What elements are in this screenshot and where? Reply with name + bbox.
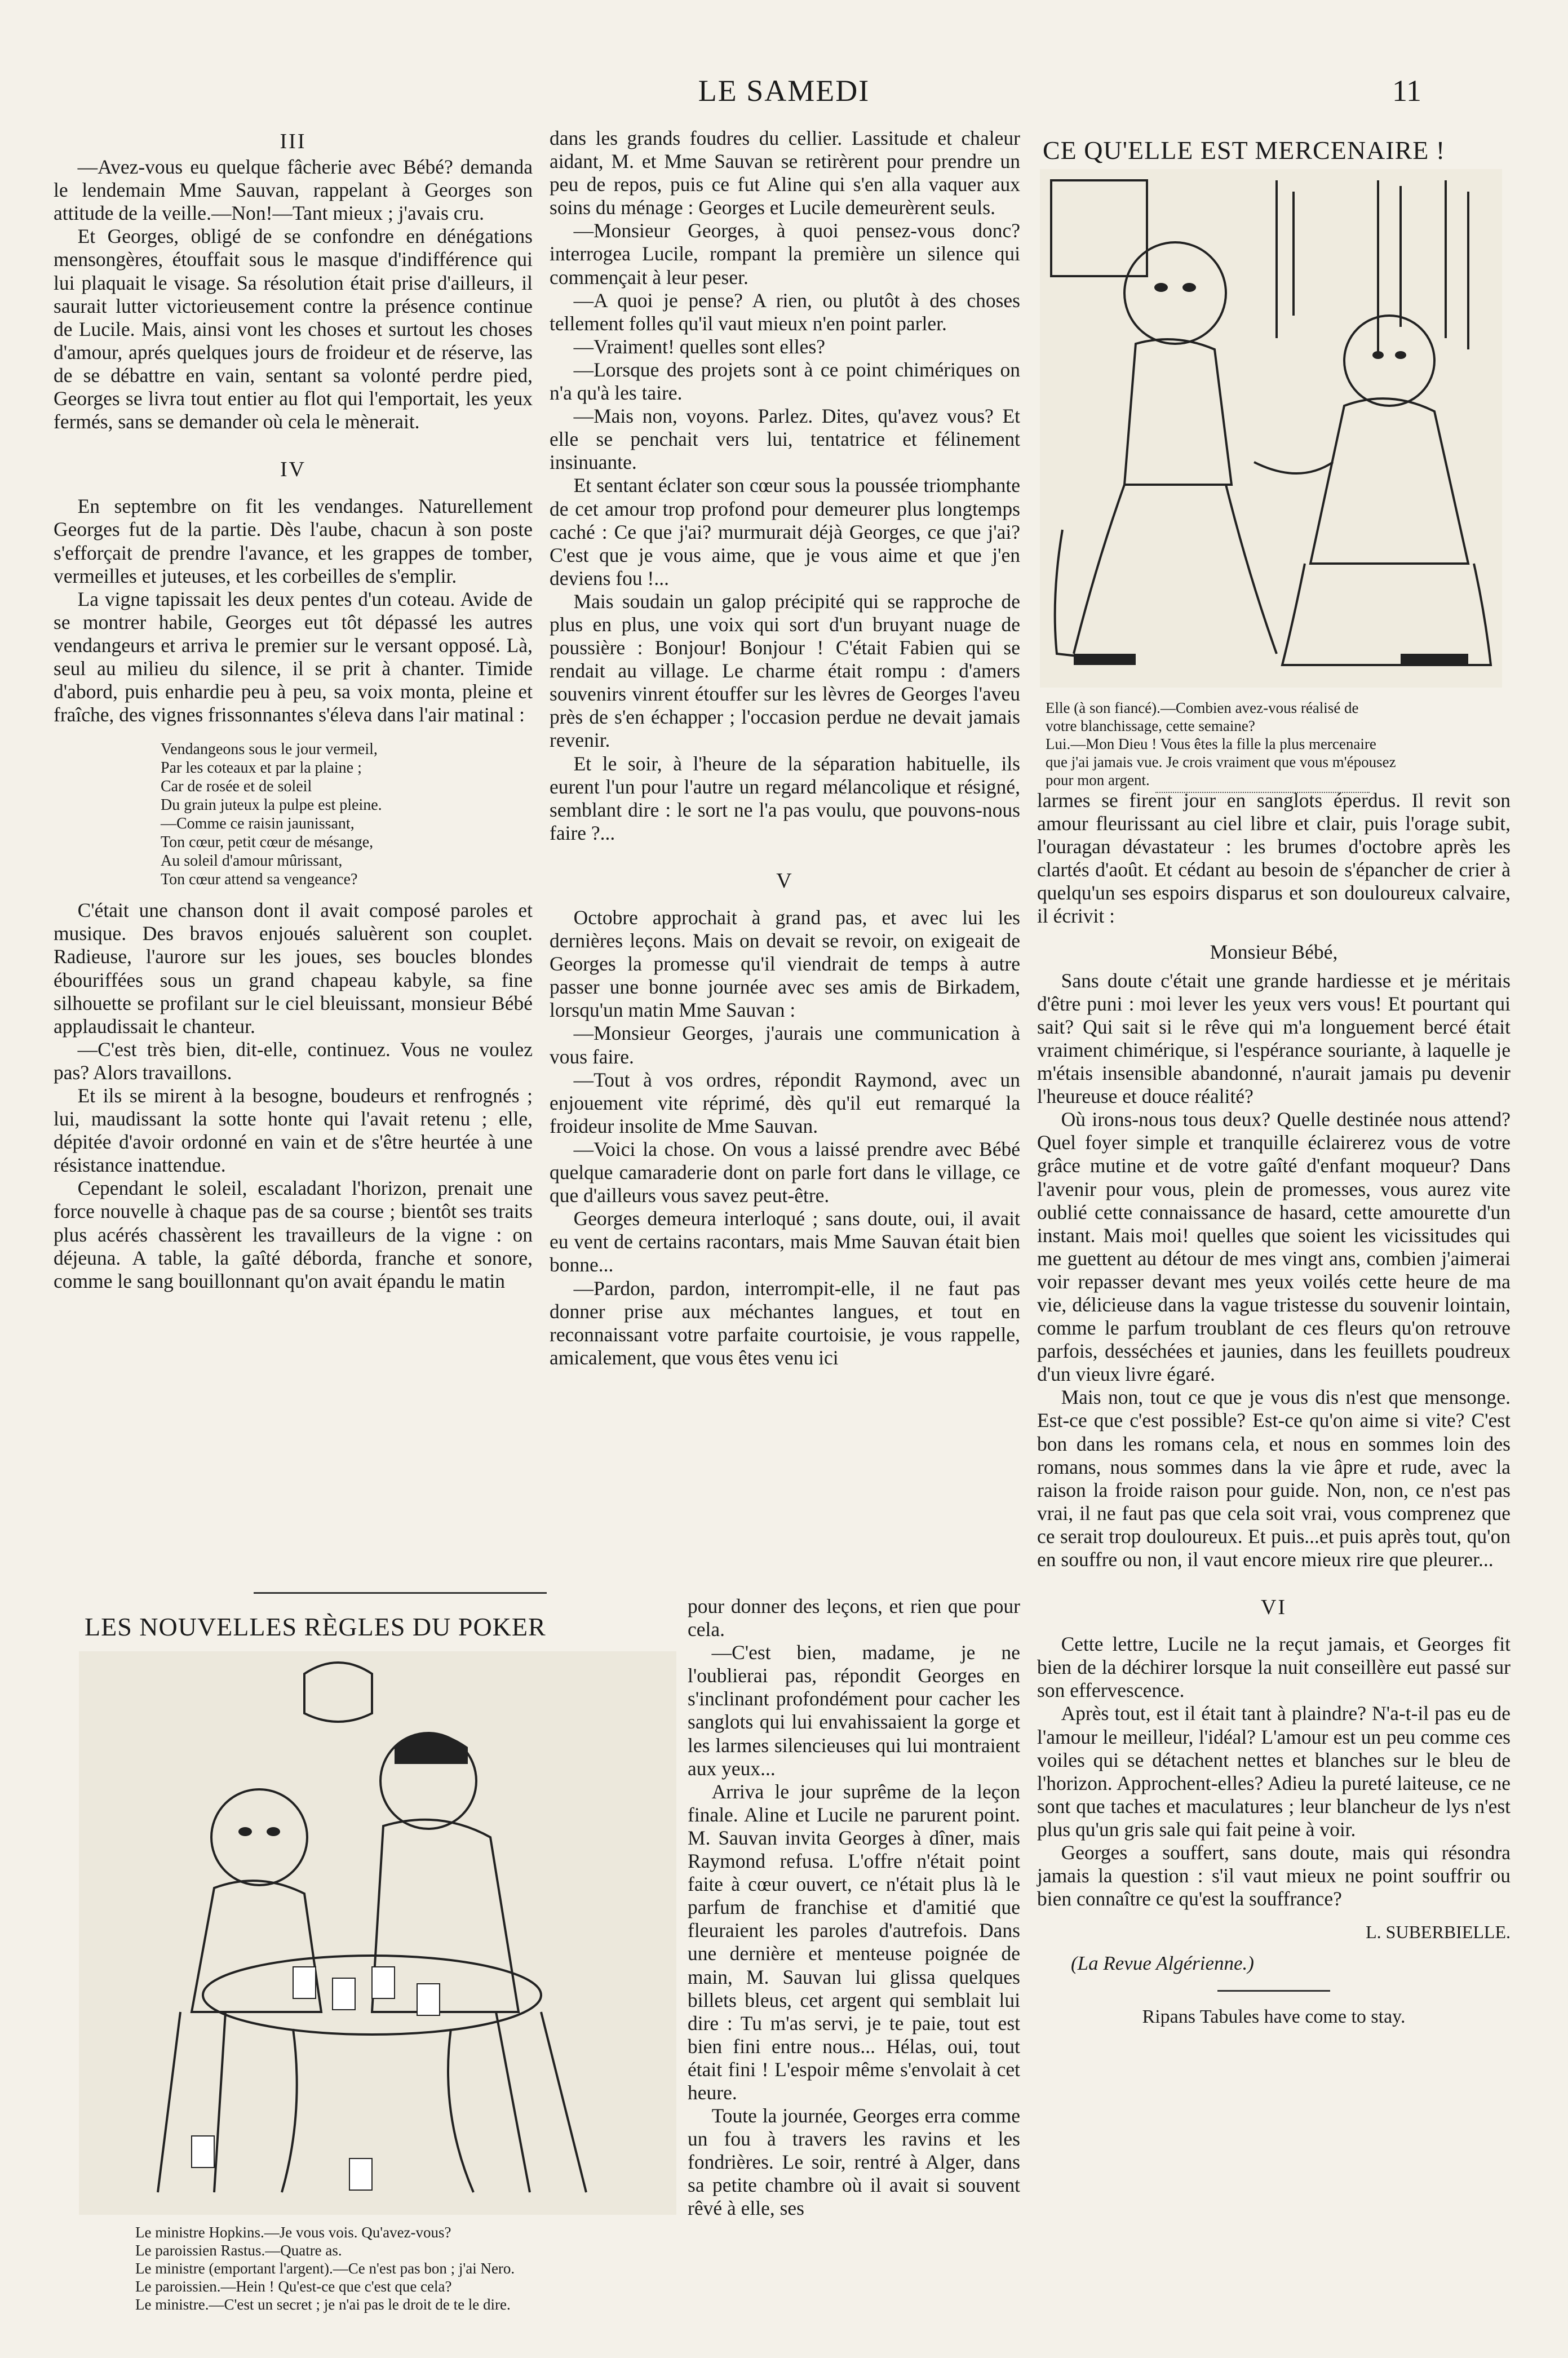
poker-table-sketch-icon: [79, 1651, 676, 2215]
column-3: [1037, 789, 1511, 2028]
paragraph: Et le soir, à l'heure de la séparation habituelle, ils eurent l'un pour l'autre un regard mélancolique et résigné, semblant dire : le sort ne l'a pas voulu, que pouvons-nous faire ?...: [550, 752, 1020, 844]
paragraph: —Voici la chose. On vous a laissé prendre avec Bébé quelque camaraderie dont on parle fort dans le village, ce que d'ailleurs vous savez peut-être.: [550, 1137, 1020, 1207]
page-number: 11: [1392, 74, 1421, 108]
paragraph: Après tout, est il était tant à plaindre? N'a-t-il pas eu de l'amour le meilleur, l'idéal? L'amour est un peu comme ces voiles qui se détachent nettes et blanches sur le bleu de l'horizon. Approchent-elles? Adieu la pureté laiteuse, ce ne sont que taches et maculatures ; leur blancheur de lys n'est plus qu'un gris sale qui fait peine à voir.: [1037, 1702, 1511, 1841]
paragraph: pour donner des leçons, et rien que pour cela.: [688, 1595, 1020, 1641]
cartoon-illustration: [79, 1651, 676, 2215]
column-2: [550, 127, 1020, 1369]
source-credit: (La Revue Algérienne.): [1071, 1952, 1254, 1975]
paragraph: Mais soudain un galop précipité qui se rapproche de plus en plus, une voix qui sort d'un bruyant nuage de poussière : Bonjour! Bonjour ! C'était Fabien qui se rendait au village. Le charme était rompu : d'amers souvenirs vinrent étouffer sur les lèvres de Georges l'aveu près de s'en échapper ; l'occasion perdue ne devait jamais revenir.: [550, 590, 1020, 752]
section-heading-III: III: [280, 130, 307, 153]
caption-line: Le ministre (emportant l'argent).—Ce n'est pas bon ; j'ai Nero.: [135, 2260, 515, 2277]
cartoon-caption: [1046, 699, 1502, 789]
paragraph: Cependant le soleil, escaladant l'horizon, prenait une force nouvelle à chaque pas de sa course ; bientôt ses traits plus acérés chassèrent les travailleurs de la vigne : on déjeuna. A table, la gaîté déborda, franche et sonore, comme le sang bouillonnant qu'on avait épandu le matin: [54, 1177, 533, 1292]
poem-line: Ton cœur, petit cœur de mésange,: [161, 834, 374, 852]
paragraph: larmes se firent jour en sanglots éperdus. Il revit son amour fleurissant au ciel libre et clair, puis l'orage subit, l'ouragan dévastateur : les brumes d'octobre après les clartés d'août. Et cédant au besoin de s'épancher de crier à quelqu'un ses espoirs disparus et son douloureux calvaire, il écrivit :: [1037, 789, 1511, 928]
paragraph: —Pardon, pardon, interrompit-elle, il ne faut pas donner prise aux méchantes langues, et tout en reconnaissant votre parfaite courtoisie, je vous rappelle, amicalement, que vous êtes venu ici: [550, 1276, 1020, 1369]
paragraph: —C'est très bien, dit-elle, continuez. Vous ne voulez pas? Alors travaillons.: [54, 1038, 533, 1084]
divider: [1217, 1990, 1330, 1992]
poem-line: Ton cœur attend sa vengeance?: [161, 871, 358, 889]
poem-line: Vendangeons sous le jour vermeil,: [161, 741, 378, 759]
paragraph: Cette lettre, Lucile ne la reçut jamais, et Georges fit bien de la déchirer lorsque la nuit conseillère eut passé sur son effervescence.: [1037, 1633, 1511, 1702]
paragraph: —Lorsque des projets sont à ce point chimériques on n'a qu'à les taire.: [550, 358, 1020, 405]
caption-line: Le paroissien Rastus.—Quatre as.: [135, 2242, 342, 2259]
caption-line: Le ministre.—C'est un secret ; je n'ai pas le droit de te le dire.: [135, 2296, 511, 2313]
paragraph: —Monsieur Georges, j'aurais une communication à vous faire.: [550, 1022, 1020, 1068]
paragraph: Sans doute c'était une grande hardiesse et je méritais d'être puni : moi lever les yeux vers vous! Et pourtant qui sait? Qui sait si le rêve qui m'a longuement bercé était vraiment chimérique, si l'espérance souriante, à laquelle je m'étais insensible abandonné, n'aurait jamais pu devenir l'heureuse et douce réalité?: [1037, 969, 1511, 1108]
paragraph: Toute la journée, Georges erra comme un fou à travers les ravins et les fondrières. Le soir, rentré à Alger, dans sa petite chambre où il avait si souvent rêvé à elle, ses: [688, 2104, 1020, 2220]
paragraph: Octobre approchait à grand pas, et avec lui les dernières leçons. Mais on devait se revoir, on exigeait de Georges la promesse qu'il viendrait de temps à autre passer une bonne journée avec ses amis de Birkadem, lorsqu'un matin Mme Sauvan :: [550, 906, 1020, 1022]
poem-line: Par les coteaux et par la plaine ;: [161, 759, 362, 777]
motto: Ripans Tabules have come to stay.: [1142, 2006, 1406, 2027]
column-2-continuation: [688, 1595, 1020, 2220]
cartoon-illustration: [1040, 169, 1502, 688]
poem: [161, 740, 533, 889]
caption-line: que j'ai jamais vue. Je crois vraiment que vous m'épousez: [1046, 754, 1396, 770]
caption-line: Le paroissien.—Hein ! Qu'est-ce que c'est que cela?: [135, 2278, 452, 2295]
paragraph: —Monsieur Georges, à quoi pensez-vous donc? interrogea Lucile, rompant la première un silence qui commençait à leur peser.: [550, 219, 1020, 289]
caption-line: Elle (à son fiancé).—Combien avez-vous réalisé de: [1046, 699, 1359, 716]
caption-line: pour mon argent.: [1046, 772, 1150, 788]
section-heading-V: V: [776, 868, 794, 893]
paragraph: C'était une chanson dont il avait composé paroles et musique. Des bravos enjoués saluèrent son couplet. Radieuse, l'aurore sur les joues, ses boucles blondes ébouriffées sous un grand chapeau kabyle, sa fine silhouette se profilant sur le ciel bleuissant, monsieur Bébé applaudissait le chanteur.: [54, 899, 533, 1038]
paragraph: Et sentant éclater son cœur sous la poussée triomphante de cet amour trop profond pour demeurer plus longtemps caché : Ce que j'ai? murmurait déjà Georges, ce que j'ai? C'est que je vous aime, que je vous aime et que j'en deviens fou !...: [550, 474, 1020, 590]
couple-sketch-icon: [1040, 169, 1502, 688]
paragraph: dans les grands foudres du cellier. Lassitude et chaleur aidant, M. et Mme Sauvan se retirèrent pour prendre un peu de repos, puis ce fut Aline qui s'en alla vaquer aux soins du ménage : Georges et Lucile demeurèrent seuls.: [550, 127, 1020, 219]
poem-line: —Comme ce raisin jaunissant,: [161, 815, 355, 833]
letter-greeting: Monsieur Bébé,: [1210, 940, 1338, 963]
paragraph: Et Georges, obligé de se confondre en dénégations mensongères, étouffait sous le masque d'indifférence qui lui plaquait le visage. Sa résolution était prise d'ailleurs, il saurait lutter victorieusement contre la présence continue de Lucile. Mais, ainsi vont les choses et surtout les choses d'amour, aprés quelques jours de froideur et de réserve, las de se débattre en vain, sentant sa volonté perdre pied, Georges se livra tout entier au flot qui l'emportait, les yeux fermés, sans se demander où cela le mènerait.: [54, 225, 533, 433]
divider: [1155, 792, 1370, 793]
divider: [254, 1592, 547, 1594]
journal-title: LE SAMEDI: [698, 74, 870, 108]
poem-line: Du grain juteux la pulpe est pleine.: [161, 796, 382, 814]
cartoon-title: CE QU'ELLE EST MERCENAIRE !: [1043, 136, 1446, 165]
paragraph: —A quoi je pense? A rien, ou plutôt à des choses tellement folles qu'il vaut mieux n'en point parler.: [550, 289, 1020, 335]
paragraph: La vigne tapissait les deux pentes d'un coteau. Avide de se montrer habile, Georges eut tôt dépassé les autres vendangeurs et arriva le premier sur le versant opposé. Là, seul au milieu du silence, il se prit à chanter. Timide d'abord, puis enhardie peu à peu, sa voix monta, pleine et fraîche, des vignes frissonnantes s'éleva dans l'air matinal :: [54, 587, 533, 726]
poem-line: Au soleil d'amour mûrissant,: [161, 852, 343, 870]
paragraph: —Mais non, voyons. Parlez. Dites, qu'avez vous? Et elle se penchait vers lui, tentatrice et félinement insinuante.: [550, 405, 1020, 474]
caption-line: votre blanchissage, cette semaine?: [1046, 717, 1255, 734]
poem-line: Car de rosée et de soleil: [161, 778, 312, 796]
paragraph: Arriva le jour suprême de la leçon finale. Aline et Lucile ne parurent point. M. Sauvan invita Georges à dîner, mais Raymond refusa. L'offre n'était point faite à cœur ouvert, ce n'était plus là le parfum de franchise et d'amitié que fleuraient les paroles d'autrefois. Dans une dernière et menteuse poignée de main, M. Sauvan lui glissa quelques billets bleus, cet argent qui semblait lui dire : Tu m'as servi, je te paie, tout est bien fini entre nous... Hélas, oui, tout était fini ! L'espoir même s'envolait à cet heure.: [688, 1780, 1020, 2104]
paragraph: —Tout à vos ordres, répondit Raymond, avec un enjouement vite réprimé, dès qu'il eut remarqué la froideur insolite de Mme Sauvan.: [550, 1068, 1020, 1137]
paragraph: —Vraiment! quelles sont elles?: [573, 335, 826, 358]
paragraph: Georges a souffert, sans doute, mais qui résondra jamais la question : s'il vaut mieux ne point souffrir ou bien connaître ce qu'est la souffrance?: [1037, 1841, 1511, 1911]
section-heading-IV: IV: [280, 458, 307, 482]
paragraph: Mais non, tout ce que je vous dis n'est que mensonge. Est-ce que c'est possible? Est-ce qu'on aime si vite? C'est bon dans les romans cela, et nous en sommes loin des romans, nous sommes dans la vie âpre et rude, avec la raison la froide raison pour guide. Non, non, ce n'est pas vrai, il ne faut pas que cela soit vrai, vous comprenez que ce serait trop douloureux. Et puis...et puis après tout, qu'on en souffre ou non, il vaut encore mieux rire que pleurer...: [1037, 1386, 1511, 1571]
caption-line: Lui.—Mon Dieu ! Vous êtes la fille la plus mercenaire: [1046, 735, 1376, 752]
paragraph: En septembre on fit les vendanges. Naturellement Georges fut de la partie. Dès l'aube, chacun à son poste s'efforçait de prendre l'avance, et les grappes de tomber, vermeilles et juteuses, et les corbeilles de s'emplir.: [54, 495, 533, 587]
column-1: [54, 127, 533, 1293]
author-signature: L. SUBERBIELLE.: [1366, 1922, 1511, 1943]
section-heading-VI: VI: [1260, 1595, 1287, 1620]
paragraph: Georges demeura interloqué ; sans doute, oui, il avait eu vent de certains racontars, mais Mme Sauvan était bien bonne...: [550, 1207, 1020, 1276]
cartoon-caption: [135, 2223, 676, 2313]
caption-line: Le ministre Hopkins.—Je vous vois. Qu'avez-vous?: [135, 2224, 451, 2241]
cartoon-title: LES NOUVELLES RÈGLES DU POKER: [85, 1612, 546, 1641]
paragraph: —Avez-vous eu quelque fâcherie avec Bébé? demanda le lendemain Mme Sauvan, rappelant à Georges son attitude de la veille.—Non!—Tant mieux ; j'avais cru.: [54, 156, 533, 225]
paragraph: Où irons-nous tous deux? Quelle destinée nous attend? Quel foyer simple et tranquille éclairerez vous de votre grâce mutine et de votre gaîté d'enfant moqueur? Dans l'avenir pour vous, plein de promesses, vous aurez vite oublié cette connaissance de hasard, cette amourette d'un instant. Mais moi! quelles que soient les vicissitudes qui me guettent au détour de mes vingt ans, combien j'aimerai voir repasser devant mes yeux voilés cette heure de ma vie, délicieuse dans la vague tristesse du souvenir lointain, comme le parfum troublant de ces fleurs qu'on retrouve parfois, desséchées et jaunies, dans les feuillets poudreux d'un vieux livre égaré.: [1037, 1108, 1511, 1386]
paragraph: —C'est bien, madame, je ne l'oublierai pas, répondit Georges en s'inclinant profondément pour cacher les sanglots qui lui envahissaient la gorge et les larmes silencieuses qui lui montraient aux yeux...: [688, 1641, 1020, 1780]
paragraph: Et ils se mirent à la besogne, boudeurs et renfrognés ; lui, maudissant la sotte honte qui l'avait retenu ; elle, dépitée d'avoir ordonné en vain et de s'être heurtée à une résistance inattendue.: [54, 1084, 533, 1177]
running-header: [0, 73, 1568, 118]
